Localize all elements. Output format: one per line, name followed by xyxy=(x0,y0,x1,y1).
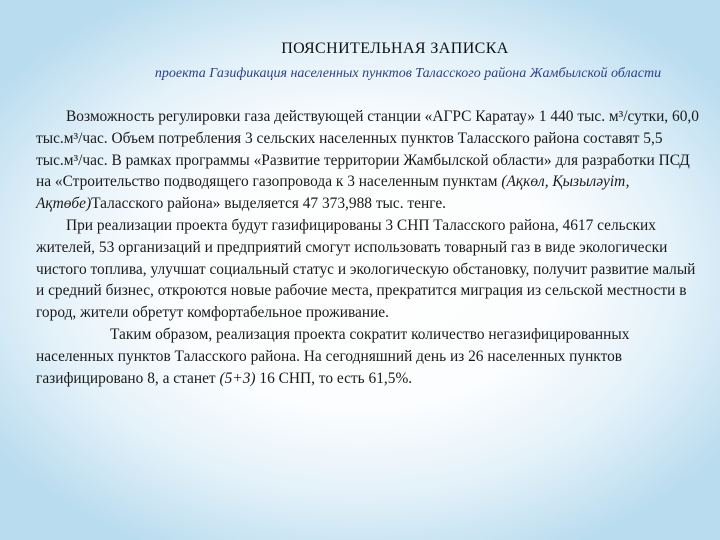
paragraph-1 xyxy=(36,106,702,215)
paragraph-1-text-b: Таласского района» выделяется 47 373,988 тыс. тенге. xyxy=(91,195,447,213)
paragraph-3 xyxy=(36,324,702,389)
page-title: ПОЯСНИТЕЛЬНАЯ ЗАПИСКА xyxy=(281,40,509,57)
page-subtitle: проекта Газификация населенных пунктов Таласского района Жамбылской области xyxy=(154,66,662,81)
paragraph-3-text-a: Таким образом, реализация проекта сократит количество негазифицированных населенных пунктов Таласского района. На сегодняшний день из 26 населенных пунктов газифицировано 8, а станет xyxy=(36,325,630,387)
paragraph-2: При реализации проекта будут газифицированы 3 СНП Таласского района, 4617 сельских жителей, 53 организаций и предприятий смогут использовать товарный газ в виде экологически чистого топлива, улучшат социальный статус и экологическую обстановку, получит развитие малый и средний бизнес, откроются новые рабочие места, прекратится миграция из сельской местности в город, жители обретут комфортабельное проживание. xyxy=(36,216,696,322)
document-body xyxy=(36,106,702,389)
paragraph-1-text-a: Возможность регулировки газа действующей станции «АГРС Каратау» 1 440 тыс. м³/сутки, 60,0 тыс.м³/час. Объем потребления 3 сельских населенных пунктов Таласского района составят 5,5 тыс.м³/час. В рамках программы «Развитие территории Жамбылской области» для разработки ПСД на «Строительство подводящего газопровода к 3 населенным пунктам xyxy=(36,108,699,191)
paragraph-3-formula: (5+3) xyxy=(219,369,256,387)
paragraph-1-villages: (Ақкөл, Қызыләуіт, Ақтөбе) xyxy=(36,173,630,213)
paragraph-3-text-b: 16 СНП, то есть 61,5%. xyxy=(255,369,413,387)
